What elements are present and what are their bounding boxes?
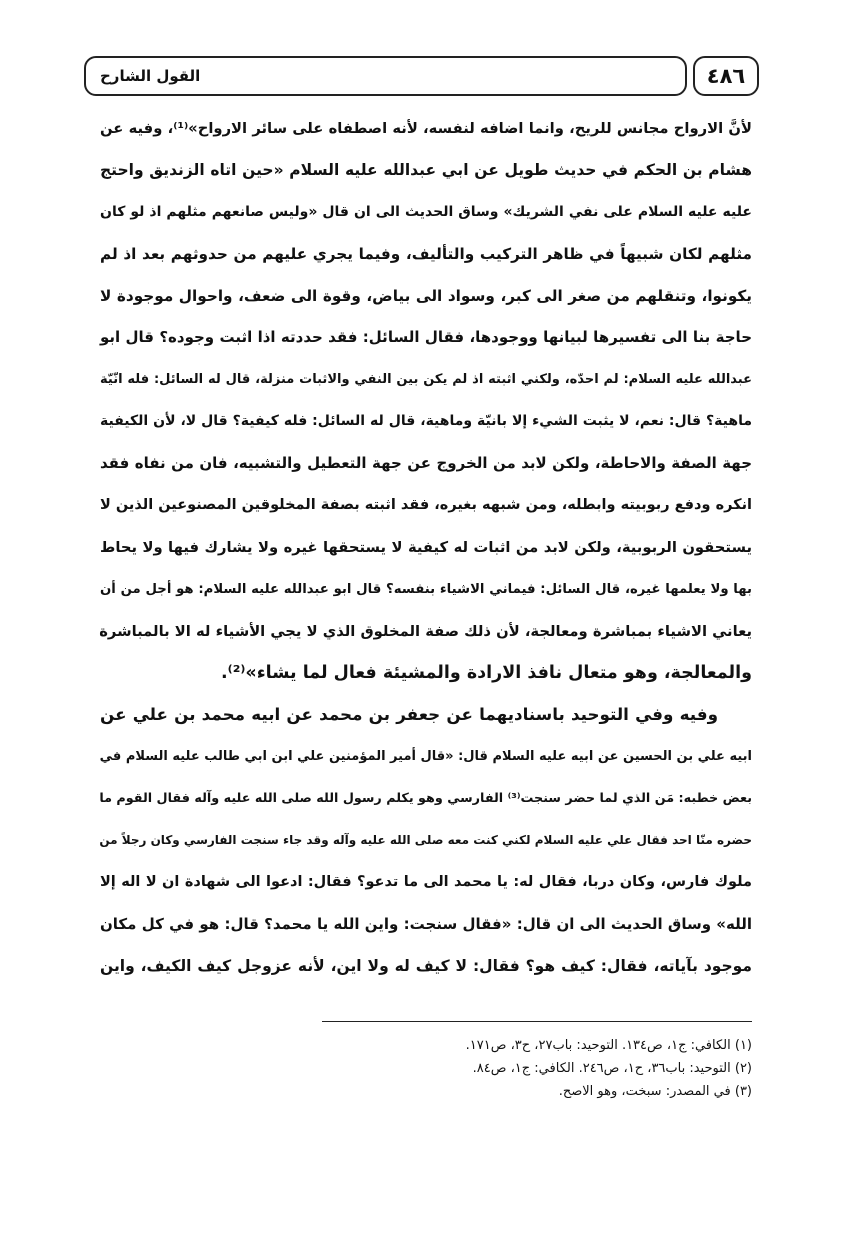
text-line: هشام بن الحكم في حديث طويل عن ابي عبدالله عليه السلام «حين اتاه الزنديق واحتج <box>100 160 752 179</box>
paragraph-start-line: وفيه وفي التوحيد باسناديهما عن جعفر بن محمد عن ابيه محمد بن علي عن <box>100 704 718 725</box>
text-line: حاجة بنا الى تفسيرها لبيانها ووجودها، فقال السائل: فقد حددته اذا اثبت وجوده؟ قال ابو <box>100 328 752 347</box>
main-text <box>100 108 752 988</box>
page-number: ٤٨٦ <box>693 56 759 96</box>
text-line: حضره منّا احد فقال علي عليه السلام لكني كنت معه صلى الله عليه وآله وقد جاء سنجت الفارسي وكان رجلاً من <box>99 833 752 848</box>
text-line: مثلهم لكان شبيهاً في ظاهر التركيب والتأليف، وفيما يجري عليهم من حدوثهم بعد اذ لم <box>100 244 752 263</box>
text-line: بها ولا يعلمها غيره، قال السائل: فيماني الاشياء بنفسه؟ قال ابو عبدالله عليه السلام: هو أجل من أن <box>100 581 752 597</box>
text-line: بعض خطبه: مَن الذي لما حضر سنجت⁽³⁾ الفارسي وهو يكلم رسول الله صلى الله عليه وآله فقال القوم ما <box>99 791 752 807</box>
text-line: انكره ودفع ربوبيته وابطله، ومن شبهه بغيره، فقد اثبته بصفة المخلوقين المصنوعين الذين لا <box>100 497 752 514</box>
text-line: عبدالله عليه السلام: لم احدّه، ولكني اثبته اذ لم يكن بين النفي والاثبات منزلة، قال له السائل: فله انّيّة <box>100 372 752 388</box>
text-line: يكونوا، وتنقلهم من صغر الى كبر، وسواد الى بياض، وقوة الى ضعف، واحوال موجودة لا <box>100 286 752 305</box>
text-line: عليه عليه السلام على نفي الشريك» وساق الحديث الى ان قال «وليس صانعهم مثلهم اذ لو كان <box>100 203 752 220</box>
text-line: ملوك فارس، وكان دربا، فقال له: يا محمد الى ما تدعو؟ فقال: ادعوا الى شهادة ان لا اله إلا <box>100 874 752 891</box>
text-line: ماهية؟ قال: نعم، لا يثبت الشيء إلا بانيّة وماهية، قال له السائل: فله كيفية؟ قال لا، لأن الكيفية <box>100 413 752 430</box>
text-line: يعاني الاشياء بمباشرة ومعالجة، لأن ذلك صفة المخلوق الذي لا يجي الأشياء له الا بالمباشرة <box>99 622 752 640</box>
footnote: (١) الكافي: ج١، ص١٣٤. التوحيد: باب٢٧، ح٣، ص١٧١. <box>465 1038 752 1053</box>
text-line: جهة الصفة والاحاطة، ولكن لابد من الخروج عن جهة التعطيل والتشبيه، فان من نفاه فقد <box>100 454 752 473</box>
page-header <box>84 56 759 100</box>
text-line: موجود بآياته، فقال: كيف هو؟ فقال: لا كيف له ولا اين، لأنه عزوجل كيف الكيف، واين <box>100 956 752 975</box>
text-line: لأنَّ الارواح مجانس للريح، وانما اضافه لنفسه، لأنه اصطفاه على سائر الارواح»⁽¹⁾، وفيه عن <box>100 120 752 137</box>
footnote-separator <box>322 1021 752 1022</box>
footnote: (٣) في المصدر: سبخت، وهو الاصح. <box>558 1084 752 1099</box>
footnotes <box>300 1034 752 1103</box>
text-line: والمعالجة، وهو متعال نافذ الارادة والمشيئة فعال لما يشاء»⁽²⁾. <box>220 662 752 683</box>
text-line: الله» وساق الحديث الى ان قال: «فقال سنجت: واين الله يا محمد؟ قال: هو في كل مكان <box>100 914 752 933</box>
text-line: ابيه علي بن الحسين عن ابيه عليه السلام قال: «قال أمير المؤمنين علي ابن ابي طالب عليه السلام في <box>99 749 752 765</box>
footnote: (٢) التوحيد: باب٣٦، ح١، ص٢٤٦. الكافي: ج١، ص٨٤. <box>472 1061 752 1076</box>
running-title: القول الشارح <box>84 56 687 96</box>
text-line: يستحقون الربوبية، ولكن لابد من اثبات له كيفية لا يستحقها غيره ولا يشارك فيها ولا يحاط <box>100 538 752 556</box>
